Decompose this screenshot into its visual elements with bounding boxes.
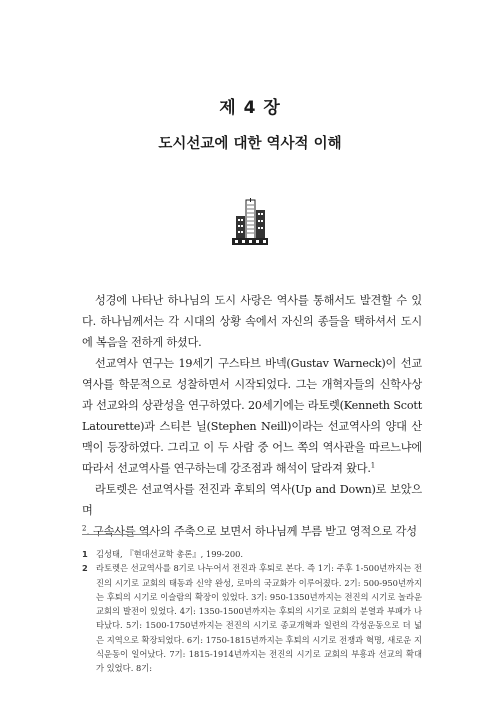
footnotes <box>82 547 422 676</box>
footnote-number: 2 <box>82 563 88 574</box>
footnote-divider <box>82 534 152 535</box>
footnote-ref-1[interactable]: 1 <box>370 461 375 470</box>
paragraph-3-continued: . 구속사를 역사의 주축으로 보면서 하나님께 부름 받고 영적으로 각성 <box>86 525 417 538</box>
body-text <box>82 290 422 542</box>
paragraph-3 <box>82 479 422 542</box>
footnote-2 <box>82 561 422 675</box>
paragraph-2 <box>82 353 422 479</box>
paragraph-3-text: 라토렛은 선교역사를 전진과 후퇴의 역사(Up and Down)로 보았으며 <box>82 483 422 517</box>
footnote-ref-2[interactable]: 2 <box>82 524 87 533</box>
paragraph-1: 성경에 나타난 하나님의 도시 사랑은 역사를 통해서도 발견할 수 있다. 하나님께서는 각 시대의 상황 속에서 자신의 종들을 택하셔서 도시에 복음을 전하게 하셨다. <box>82 294 422 349</box>
footnote-text: 김성태, 『현대선교학 총론』, 199-200. <box>96 549 244 559</box>
footnote-1 <box>82 547 422 561</box>
paragraph-2-text: 선교역사 연구는 19세기 구스타브 바넥(Gustav Warneck)이 선교역사를 학문적으로 성찰하면서 시작되었다. 그는 개혁자들의 신학사상과 선교와의 상관성을 연구하였다. 20세기에는 라토렛(Kenneth Scott Latourette)과 스티븐 닐(Stephen Neill)이라는 선교역사의 양대 산맥이 등장하였다. 그리고 이 두 사람 중 어느 쪽의 역사관을 따르느냐에 따라서 선교역사를 연구하는데 강조점과 해석이 달라져 왔다. <box>82 357 422 475</box>
chapter-number: 제 4 장 <box>219 98 281 118</box>
footnote-text: 라토렛은 선교역사를 8기로 나누어서 전진과 후퇴로 본다. 즉 1기: 주후 1-500년까지는 전진의 시기로 교회의 태동과 신약 완성, 로마의 국교화가 이루어졌다. 2기: 500-950년까지는 후퇴의 시기로 이슬람의 확장이 있었다. 3기: 950-1350년까지는 전진의 시기로 놀라운 교회의 발전이 있었다. 4기: 1350-1500년까지는 후퇴의 시기로 교회의 분열과 부패가 나타났다. 5기: 1500-1750년까지는 전진의 시기로 종교개혁과 일련의 각성운동으로 더 넓은 지역으로 확장되었다. 6기: 1750-1815년까지는 후퇴의 시기로 전쟁과 혁명, 새로운 지식운동이 일어났다. 7기: 1815-1914년까지는 전진의 시기로 교회의 부흥과 선교의 확대가 있었다. 8기: <box>96 563 422 674</box>
city-skyline-icon <box>232 198 268 248</box>
footnote-number: 1 <box>82 549 88 559</box>
chapter-title: 도시선교에 대한 역사적 이해 <box>158 136 342 152</box>
